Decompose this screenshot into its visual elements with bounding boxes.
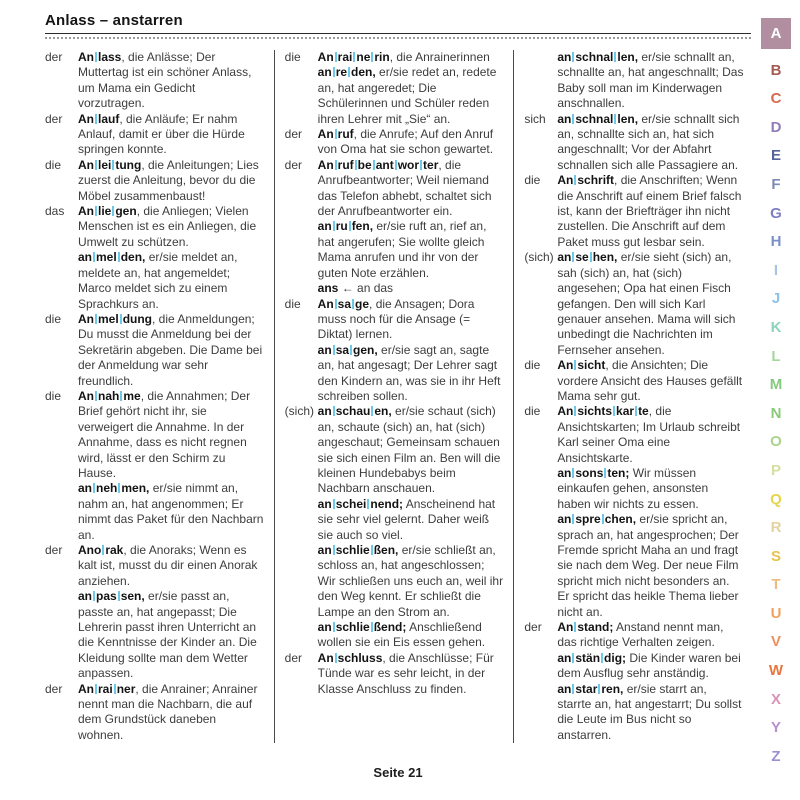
alphabet-letter-a: A — [761, 18, 791, 49]
entry-headword: An lauf — [78, 111, 120, 126]
syllable-separator — [355, 160, 357, 170]
dictionary-entry — [524, 512, 744, 620]
syllable-separator — [102, 545, 104, 555]
entry-headword: Ano rak — [78, 543, 124, 557]
syllable-separator — [614, 52, 616, 62]
dictionary-entry — [45, 589, 265, 681]
page-number: Seite 21 — [373, 765, 423, 780]
syllable-separator — [335, 129, 337, 139]
dictionary-entry — [45, 481, 265, 543]
syllable-separator — [348, 67, 350, 77]
entry-columns — [45, 50, 753, 743]
page-header — [45, 12, 751, 39]
alphabet-letter-d: D — [770, 118, 782, 136]
entry-text: Anschließend wollen sie ein Eis essen gehen. — [317, 620, 486, 650]
syllable-separator — [114, 684, 116, 694]
syllable-separator — [572, 514, 574, 524]
dictionary-entry — [285, 158, 505, 220]
entry-article: die — [524, 404, 541, 419]
syllable-separator — [602, 514, 604, 524]
entry-article: die — [284, 296, 301, 311]
entry-article: die — [524, 173, 541, 188]
page-title: Anlass – anstarren — [45, 12, 751, 34]
dictionary-entry — [285, 50, 505, 65]
alphabet-letter-g: G — [770, 204, 782, 222]
entry-article: die — [284, 50, 301, 64]
dictionary-entry — [285, 620, 505, 651]
syllable-separator — [333, 67, 335, 77]
dictionary-entry — [524, 50, 744, 112]
entry-text: , die Anleitungen; Lies zuerst die Anleitung, bevor du die Möbel zusammenbaust! — [78, 157, 259, 203]
entry-article: die — [524, 358, 541, 373]
entry-headword: An mel dung — [78, 311, 153, 326]
dictionary-entry — [524, 358, 744, 404]
alphabet-letter-x: X — [770, 690, 781, 708]
syllable-separator — [371, 52, 373, 62]
entry-article: die — [45, 157, 62, 172]
alphabet-index — [758, 18, 794, 764]
entry-headword: an sons ten; — [557, 465, 630, 480]
entry-article: die — [45, 388, 62, 403]
entry-text: , die Anrufe; Auf den Anruf von Oma hat sie schon gewartet. — [317, 127, 494, 157]
entry-headword: An nah me — [78, 388, 141, 403]
entry-text: , die Anrufbeantworter; Weil niemand das Telefon abhebt, schaltet sich der Anrufbeantworter ein. — [317, 157, 492, 219]
dictionary-entry — [45, 112, 265, 158]
syllable-separator — [371, 545, 373, 555]
entry-headword: An rai ner — [78, 681, 136, 696]
alphabet-letter-h: H — [770, 233, 782, 251]
dictionary-entry — [524, 250, 744, 358]
entry-text: Wir müssen einkaufen gehen, ansonsten haben wir nichts zu essen. — [557, 465, 709, 511]
entry-headword: an schlie ßen, — [317, 543, 399, 557]
syllable-separator — [420, 160, 422, 170]
entry-headword: an schau en, — [317, 404, 392, 419]
dictionary-entry — [45, 50, 265, 112]
syllable-separator — [333, 545, 335, 555]
syllable-separator — [371, 406, 373, 416]
entry-article: (sich) — [284, 404, 315, 419]
entry-headword: an sa gen, — [317, 342, 378, 357]
syllable-separator — [95, 52, 97, 62]
dictionary-entry — [285, 219, 505, 281]
entry-headword: an star ren, — [557, 681, 624, 696]
syllable-separator — [598, 684, 600, 694]
entry-text: er/sie sieht (sich) an, sah (sich) an, hat (sich) angesehen; Opa hat einen Fisch gefangen. Den will sich Karl genauer ansehen. Mama will sich unbedingt die Nachrichten im Fernseher ansehen. — [557, 250, 736, 357]
dictionary-entry — [45, 682, 265, 744]
dictionary-entry — [45, 250, 265, 312]
entry-text: er/sie passt an, passte an, hat angepasst; Die Lehrerin passt ihren Unterricht an die Kenntnisse der Kinder an. Die Kleidung sollte man dem Wetter anpassen. — [78, 589, 257, 681]
syllable-separator — [353, 52, 355, 62]
entry-headword: An ruf be ant wor ter — [317, 157, 439, 172]
syllable-separator — [95, 314, 97, 324]
syllable-separator — [574, 622, 576, 632]
syllable-separator — [93, 483, 95, 493]
entry-text: Anstand nennt man, das richtige Verhalten zeigen. — [557, 620, 724, 650]
syllable-separator — [349, 221, 351, 231]
dictionary-entry — [45, 204, 265, 250]
syllable-separator — [590, 252, 592, 262]
entry-headword: an stän dig; — [557, 650, 627, 665]
entry-column-3 — [513, 50, 753, 743]
entry-text: , die Ansagen; Dora muss noch für die Ansage (= Diktat) lernen. — [317, 296, 475, 342]
entry-article: (sich) — [524, 250, 554, 265]
entry-headword: An rai ne rin — [317, 50, 390, 64]
alphabet-letter-e: E — [770, 147, 781, 165]
entry-text: , die Ansichten; Die vordere Ansicht des Hauses gefällt Mama sehr gut. — [557, 358, 743, 403]
alphabet-letter-k: K — [770, 318, 782, 336]
entry-article: der — [45, 50, 63, 64]
syllable-separator — [118, 483, 120, 493]
entry-article: der — [284, 127, 303, 142]
alphabet-letter-q: Q — [770, 490, 782, 508]
dictionary-entry — [285, 343, 505, 405]
syllable-separator — [120, 391, 122, 401]
syllable-separator — [335, 52, 337, 62]
alphabet-letter-u: U — [770, 604, 782, 622]
syllable-separator — [112, 160, 114, 170]
syllable-separator — [601, 653, 603, 663]
entry-text: , die Anmeldungen; Du musst die Anmeldung bei der Sekretärin abgeben. Die Dame bei der Anmeldung war sehr freundlich. — [78, 311, 263, 388]
alphabet-letter-s: S — [770, 547, 781, 565]
entry-text: er/sie schnallt an, schnallte an, hat angeschnallt; Das Baby soll man im Kinderwagen anschnallen. — [557, 50, 744, 111]
dictionary-entry — [524, 682, 744, 744]
entry-headword: an pas sen, — [78, 589, 145, 604]
syllable-separator — [572, 468, 574, 478]
dictionary-entry — [524, 173, 744, 250]
entry-article: der — [45, 681, 63, 696]
entry-text: er/sie meldet an, meldete an, hat angemeldet; Marco meldet sich zu einem Sprachkurs an. — [78, 250, 238, 311]
syllable-separator — [613, 406, 615, 416]
entry-headword: An sicht — [557, 358, 606, 373]
alphabet-letter-f: F — [771, 175, 781, 193]
entry-text: Anscheinend hat sie sehr viel gelernt. Daher weiß sie auch so viel. — [317, 496, 496, 542]
syllable-separator — [371, 622, 373, 632]
entry-text: , die Anschriften; Wenn die Anschrift auf einem Brief falsch ist, kann der Briefträger ihn nicht zustellen. Die Anschrift auf dem Paket muss gut lesbar sein. — [557, 173, 742, 249]
alphabet-letter-z: Z — [771, 747, 781, 765]
dictionary-entry — [285, 651, 505, 697]
syllable-separator — [572, 114, 574, 124]
entry-text: , die Anoraks; Wenn es kalt ist, musst du dir einen Anorak anziehen. — [78, 543, 258, 588]
syllable-separator — [333, 499, 335, 509]
syllable-separator — [350, 345, 352, 355]
entry-headword: an schlie ßend; — [317, 620, 407, 635]
syllable-separator — [112, 206, 114, 216]
alphabet-letter-n: N — [770, 404, 782, 422]
alphabet-letter-i: I — [773, 261, 779, 279]
entry-text: , die Anschlüsse; Für Tünde war es sehr leicht, in der Klasse Anschluss zu finden. — [317, 650, 494, 696]
syllable-separator — [120, 314, 122, 324]
syllable-separator — [335, 160, 337, 170]
syllable-separator — [93, 252, 95, 262]
entry-text: er/sie schnallt sich an, schnallte sich an, hat sich angeschnallt; Vor der Abfahrt schnallen sich alle Passagiere an. — [557, 111, 740, 172]
dictionary-entry — [524, 404, 744, 466]
dictionary-entry — [285, 281, 505, 296]
entry-article: der — [284, 650, 303, 665]
dictionary-entry — [285, 127, 505, 158]
entry-text: er/sie schließt an, schloss an, hat angeschlossen; Wir schließen uns euch an, weil ihr den Weg kennt. Er schließt die Lampe an den Strom an. — [317, 543, 504, 619]
syllable-separator — [335, 299, 337, 309]
syllable-separator — [635, 406, 637, 416]
entry-text: , die Anrainer; Anrainer nennt man die Nachbarn, die auf dem Grundstück daneben wohnen. — [78, 681, 258, 742]
dictionary-entry — [524, 112, 744, 174]
entry-text: , die Anlässe; Der Muttertag ist ein schöner Anlass, um Mama ein Gedicht vorzutragen. — [78, 50, 252, 111]
dictionary-entry — [285, 404, 505, 496]
alphabet-letter-j: J — [771, 290, 781, 308]
entry-headword: An schluss — [317, 650, 383, 665]
entry-text: er/sie ruft an, rief an, hat angerufen; Sie wollte gleich Mama anrufen und ihr von der guten Note erzählen. — [317, 219, 487, 280]
entry-headword: An ruf — [317, 127, 354, 142]
alphabet-letter-m: M — [769, 376, 783, 394]
syllable-separator — [572, 653, 574, 663]
alphabet-letter-v: V — [770, 633, 781, 651]
dictionary-entry — [524, 466, 744, 512]
entry-article: die — [45, 311, 62, 326]
alphabet-letter-b: B — [770, 61, 782, 79]
entry-headword: An schrift — [557, 173, 615, 188]
entry-text: Die Kinder waren bei dem Ausflug sehr anständig. — [557, 650, 741, 681]
syllable-separator — [572, 52, 574, 62]
entry-headword: An lass — [78, 50, 122, 64]
syllable-separator — [333, 345, 335, 355]
entry-text: , die Ansichtskarten; Im Urlaub schreibt Karl seiner Oma eine Ansichtskarte. — [557, 404, 741, 465]
entry-text: , die Anliegen; Vielen Menschen ist es ein Anliegen, die Umwelt zu schützen. — [78, 204, 257, 249]
entry-headword: An stand; — [557, 620, 614, 635]
entry-text: er/sie redet an, redete an, hat angeredet; Die Schülerinnen und Schüler reden ihren Lehrer mit „Sie“ an. — [317, 65, 497, 126]
syllable-separator — [95, 206, 97, 216]
entry-headword: an re den, — [317, 65, 376, 80]
entry-article: der — [45, 111, 63, 126]
entry-headword: An lei tung — [78, 157, 142, 172]
syllable-separator — [335, 653, 337, 663]
syllable-separator — [118, 252, 120, 262]
alphabet-letter-l: L — [771, 347, 781, 365]
entry-article: sich — [524, 111, 546, 126]
entry-text: er/sie spricht an, sprach an, hat angesprochen; Der Fremde spricht Maha an und fragt sie nach dem Weg. Der neue Film spricht mich nicht besonders an. Er spricht das heikle Thema lieber nicht an. — [557, 512, 739, 619]
syllable-separator — [95, 114, 97, 124]
entry-headword: an se hen, — [557, 250, 618, 265]
alphabet-letter-r: R — [770, 519, 782, 537]
syllable-separator — [118, 591, 120, 601]
entry-text: ← an das — [338, 281, 394, 296]
entry-text: er/sie schaut (sich) an, schaute (sich) an, hat (sich) angeschaut; Gemeinsam schauen sie sich einen Film an. Ben will die kleinen Hundebabys beim Nachbarn anschauen. — [317, 404, 501, 496]
entry-headword: an mel den, — [78, 250, 146, 265]
alphabet-letter-p: P — [770, 461, 781, 479]
entry-column-2 — [274, 50, 514, 743]
syllable-separator — [572, 252, 574, 262]
entry-headword: an schnal len, — [557, 50, 639, 64]
entry-text: , die Anläufe; Er nahm Anlauf, damit er über die Hürde springen konnte. — [78, 111, 245, 157]
syllable-separator — [574, 175, 576, 185]
entry-text: , die Anrainerinnen — [389, 50, 490, 64]
entry-article: der — [284, 157, 303, 172]
syllable-separator — [574, 406, 576, 416]
alphabet-letter-y: Y — [770, 719, 781, 737]
syllable-separator — [604, 468, 606, 478]
entry-headword: an schei nend; — [317, 496, 404, 511]
dictionary-entry — [285, 65, 505, 127]
dictionary-entry — [285, 297, 505, 343]
syllable-separator — [395, 160, 397, 170]
entry-headword: An sa ge — [317, 296, 370, 311]
syllable-separator — [367, 499, 369, 509]
entry-article: der — [524, 620, 542, 635]
entry-article: der — [45, 543, 63, 557]
entry-text: er/sie starrt an, starrte an, hat angestarrt; Du sollst die Leute im Bus nicht so anstarren. — [557, 681, 742, 742]
alphabet-letter-o: O — [770, 433, 782, 451]
alphabet-letter-t: T — [771, 576, 781, 594]
syllable-separator — [373, 160, 375, 170]
dictionary-entry — [45, 543, 265, 589]
syllable-separator — [93, 591, 95, 601]
entry-text: er/sie nimmt an, nahm an, hat angenommen; Er nimmt das Paket für den Nachbarn an. — [78, 481, 264, 542]
alphabet-letter-c: C — [770, 90, 782, 108]
entry-text: er/sie sagt an, sagte an, hat angesagt; Der Lehrer sagt den Kindern an, was sie in ihr Heft schreiben sollen. — [317, 342, 501, 403]
dictionary-entry — [45, 158, 265, 204]
entry-headword: An sichts kar te — [557, 404, 649, 419]
dictionary-entry — [524, 620, 744, 651]
syllable-separator — [333, 221, 335, 231]
syllable-separator — [333, 622, 335, 632]
entry-text: , die Annahmen; Der Brief gehört nicht ihr, sie verweigert die Annahme. In der Annahme, dass es nicht regnen wird, lässt er den Schirm zu Hause. — [78, 388, 251, 480]
entry-headword: An lie gen — [78, 204, 137, 219]
syllable-separator — [95, 160, 97, 170]
syllable-separator — [352, 299, 354, 309]
alphabet-letter-w: W — [768, 662, 784, 680]
entry-headword: an spre chen, — [557, 512, 637, 527]
syllable-separator — [572, 684, 574, 694]
entry-article: das — [45, 204, 65, 219]
entry-headword: an ru fen, — [317, 219, 374, 234]
entry-headword: ans — [317, 281, 339, 296]
syllable-separator — [95, 684, 97, 694]
dotted-divider — [45, 37, 751, 39]
dictionary-entry — [45, 312, 265, 389]
entry-column-1 — [45, 50, 274, 743]
syllable-separator — [614, 114, 616, 124]
syllable-separator — [574, 360, 576, 370]
dictionary-entry — [45, 389, 265, 481]
dictionary-entry — [524, 651, 744, 682]
entry-headword: an schnal len, — [557, 111, 639, 126]
dictionary-entry — [285, 497, 505, 543]
syllable-separator — [333, 406, 335, 416]
dictionary-entry — [285, 543, 505, 620]
syllable-separator — [95, 391, 97, 401]
entry-headword: an neh men, — [78, 481, 150, 496]
